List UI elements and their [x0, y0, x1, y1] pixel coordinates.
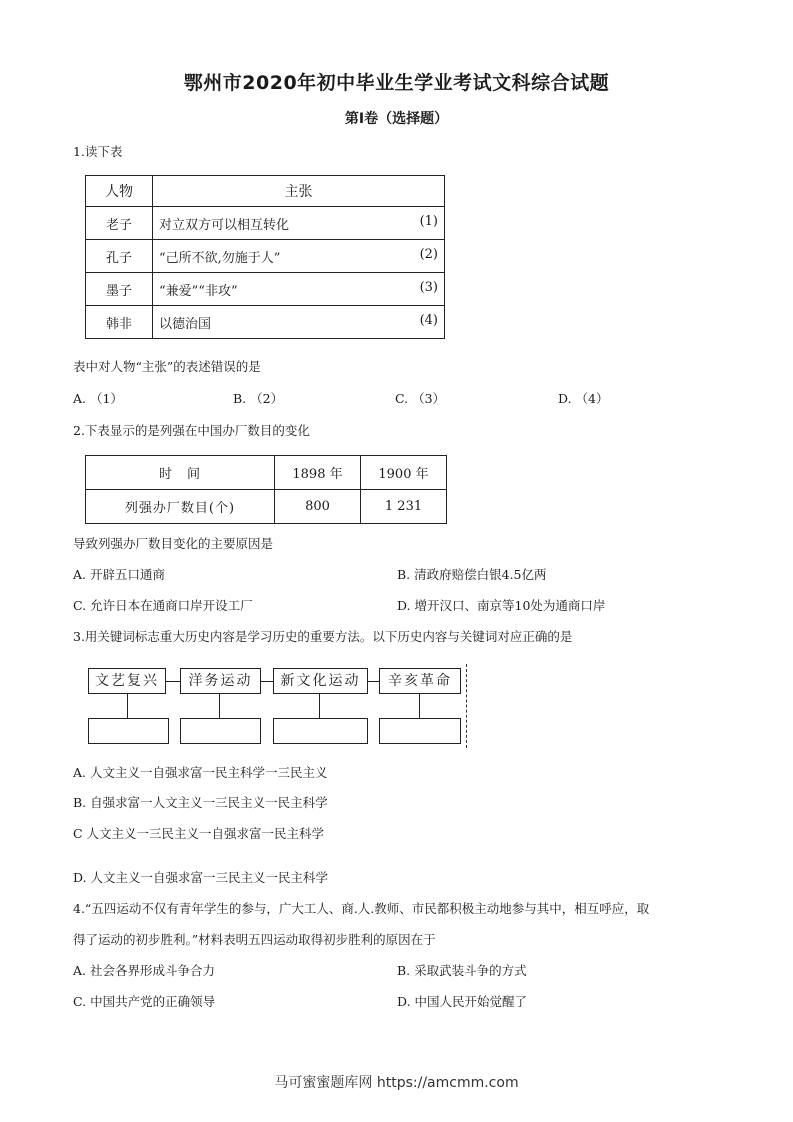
q1-question: 表中对人物“主张”的表述错误的是: [73, 359, 261, 374]
q3-option-b[interactable]: B. 自强求富一人文主义一三民主义一民主科学: [73, 795, 328, 810]
diagram-answer-box: [379, 718, 461, 744]
claim-text: 以德治国: [159, 316, 212, 332]
diagram-box-revolution-1911: 辛亥革命: [379, 668, 461, 694]
table-cell: 800: [275, 490, 361, 524]
q4-stem-line1: 4.“五四运动不仅有青年学生的参与，广大工人、商.人.教师、市民都积极主动地参与其中，相互呼应，取: [73, 901, 650, 916]
diagram-box-renaissance: 文艺复兴: [88, 668, 166, 694]
claim-cell: [153, 207, 445, 240]
table-row: [86, 306, 445, 339]
table-header-cell: 1900 年: [361, 456, 447, 490]
person-cell: 老子: [86, 207, 153, 240]
q2-question: 导致列强办厂数目变化的主要原因是: [73, 536, 274, 551]
claim-number: (1): [419, 213, 438, 229]
q1-table: [85, 175, 445, 339]
diagram-box-westernization: 洋务运动: [180, 668, 261, 694]
q1-option-d[interactable]: D. （4）: [558, 391, 609, 406]
claim-cell: [153, 240, 445, 273]
q2-option-a[interactable]: A. 开辟五口通商: [73, 567, 165, 582]
table-cell: 列强办厂数目(个): [86, 490, 275, 524]
claim-text: “兼爱”“非攻”: [159, 283, 238, 299]
claim-number: (2): [419, 246, 438, 262]
q3-option-c[interactable]: C 人文主义一三民主义一自强求富一民主科学: [73, 826, 325, 841]
connector-line: [368, 681, 379, 682]
connector-line: [419, 694, 420, 718]
table-header-row: [86, 176, 445, 207]
connector-line: [319, 694, 320, 718]
diagram-answer-box: [180, 718, 261, 744]
claim-text: 对立双方可以相互转化: [159, 217, 290, 233]
connector-line: [261, 681, 273, 682]
table-row: [86, 207, 445, 240]
table-header-row: [86, 456, 447, 490]
table-row: [86, 273, 445, 306]
q2-option-c[interactable]: C. 允许日本在通商口岸开设工厂: [73, 598, 253, 613]
section-subtitle: 第Ⅰ卷（选择题）: [344, 111, 449, 127]
person-cell: 韩非: [86, 306, 153, 339]
page-title: 鄂州市2020年初中毕业生学业考试文科综合试题: [183, 72, 610, 94]
diagram-answer-box: [273, 718, 368, 744]
q2-stem: 2.下表显示的是列强在中国办厂数目的变化: [73, 423, 310, 438]
person-cell: 墨子: [86, 273, 153, 306]
table-header-cell: 1898 年: [275, 456, 361, 490]
q1-option-c[interactable]: C. （3）: [395, 391, 446, 406]
diagram-answer-box: [88, 718, 169, 744]
q4-option-b[interactable]: B. 采取武装斗争的方式: [397, 963, 527, 978]
connector-line: [219, 694, 220, 718]
q2-option-b[interactable]: B. 清政府赔偿白银4.5亿两: [397, 567, 547, 582]
claim-cell: [153, 306, 445, 339]
q4-option-c[interactable]: C. 中国共产党的正确领导: [73, 994, 216, 1009]
footer-watermark: 马可蜜蜜题库网 https://amcmm.com: [274, 1075, 519, 1091]
claim-text: “己所不欲,勿施于人”: [159, 250, 281, 266]
claim-number: (3): [419, 279, 438, 295]
q2-option-d[interactable]: D. 增开汉口、南京等10处为通商口岸: [397, 598, 606, 613]
q1-option-a[interactable]: A. （1）: [73, 391, 123, 406]
diagram-box-new-culture: 新文化运动: [273, 668, 368, 694]
q4-option-d[interactable]: D. 中国人民开始觉醒了: [397, 994, 528, 1009]
claim-cell: [153, 273, 445, 306]
q4-option-a[interactable]: A. 社会各界形成斗争合力: [73, 963, 215, 978]
claim-number: (4): [419, 312, 438, 328]
table-header-cell: 人物: [86, 176, 153, 207]
q3-stem: 3.用关键词标志重大历史内容是学习历史的重要方法。以下历史内容与关键词对应正确的是: [73, 629, 573, 644]
connector-line: [127, 694, 128, 718]
table-row: [86, 240, 445, 273]
q4-stem-line2: 得了运动的初步胜利。”材料表明五四运动取得初步胜利的原因在于: [73, 932, 436, 947]
table-header-cell: 主张: [153, 176, 445, 207]
q3-option-a[interactable]: A. 人文主义一自强求富一民主科学一三民主义: [73, 765, 328, 780]
connector-line: [166, 681, 180, 682]
dashed-divider: [466, 664, 467, 748]
table-header-cell: 时 间: [86, 456, 275, 490]
q2-table: [85, 455, 447, 524]
q1-stem: 1.读下表: [73, 144, 123, 159]
table-cell: 1 231: [361, 490, 447, 524]
q1-option-b[interactable]: B. （2）: [233, 391, 284, 406]
table-row: [86, 490, 447, 524]
person-cell: 孔子: [86, 240, 153, 273]
q3-option-d[interactable]: D. 人文主义一自强求富一三民主义一民主科学: [73, 870, 329, 885]
